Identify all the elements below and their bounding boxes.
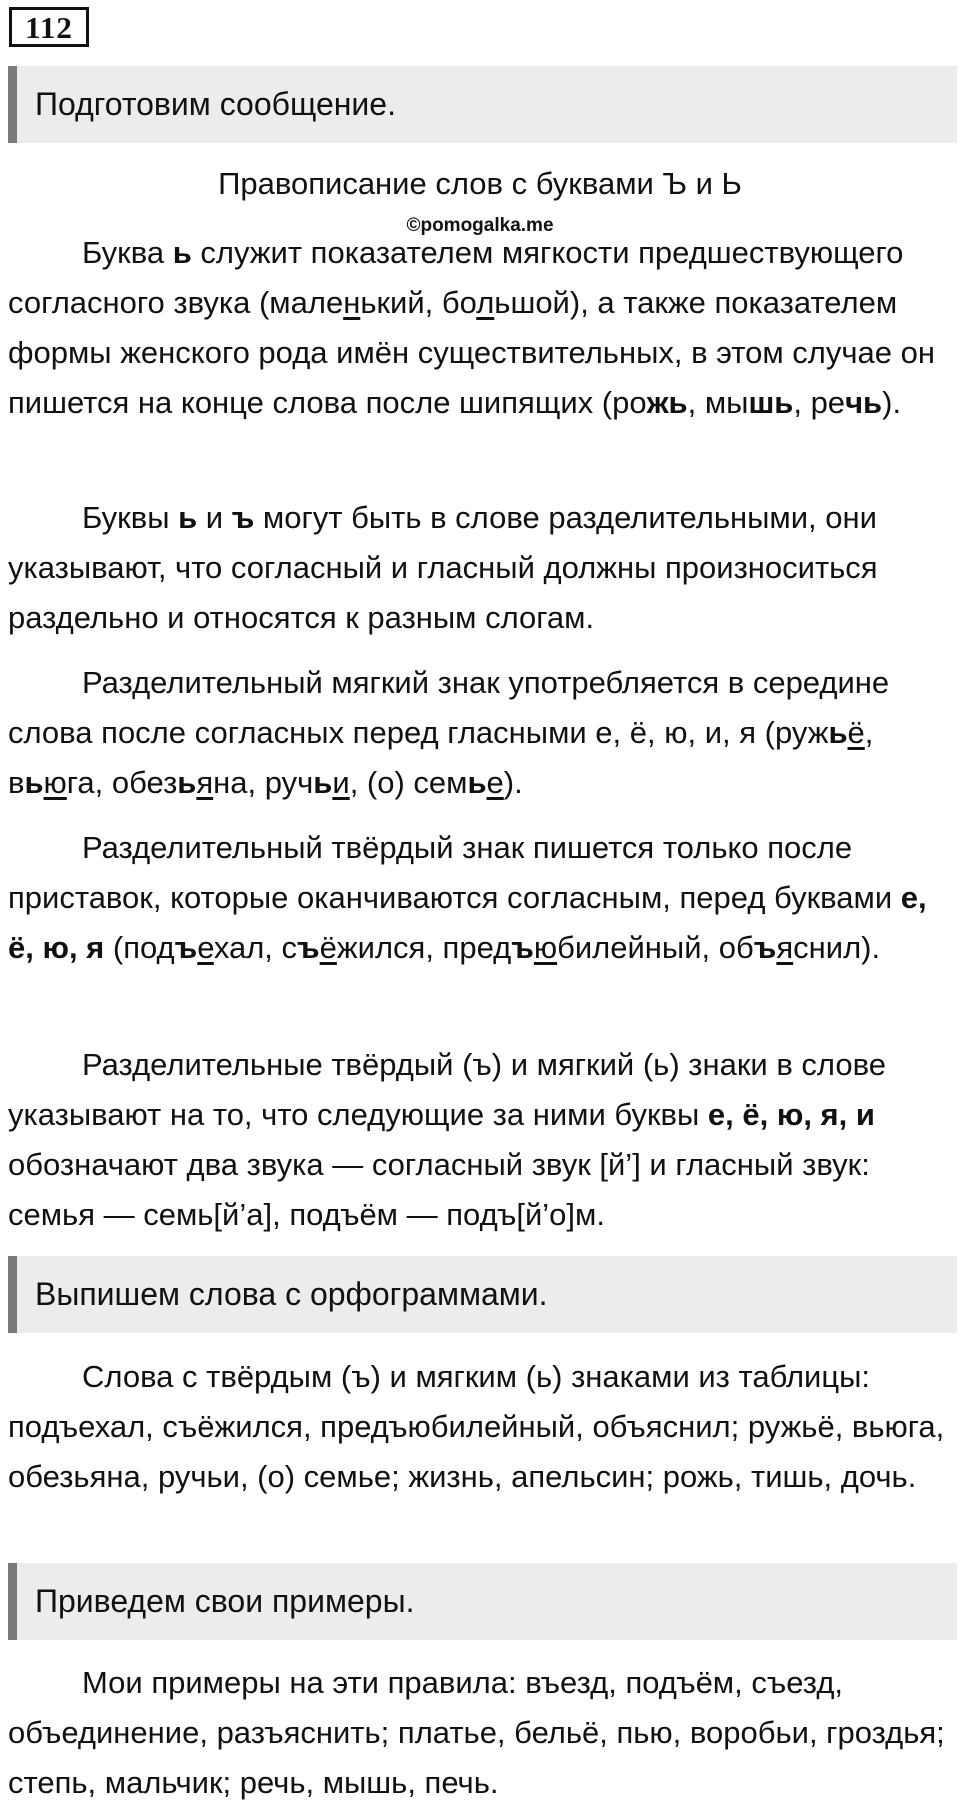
watermark: ©pomogalka.me	[406, 215, 554, 236]
paragraph-separating-signs: Буквы ь и ъ могут быть в слове разделительными, они указывают, что согласный и гласный должны произноситься раздельно и относятся к разным слогам.	[8, 500, 878, 635]
section-heading-prepare-message: Подготовим сообщение.	[8, 66, 957, 143]
paragraph-words-from-table: Слова с твёрдым (ъ) и мягким (ь) знаками из таблицы: подъехал, съёжился, предъюбилейный, объяснил; ружьё, вьюга, обезьяна, ручьи, (о) семье; жизнь, апельсин; рожь, тишь, дочь.	[8, 1359, 945, 1494]
paragraph-two-sounds: Разделительные твёрдый (ъ) и мягкий (ь) знаки в слове указывают на то, что следующие за ними буквы е, ё, ю, я, и обозначают два звука — согласный звук [й’] и гласный звук: семья — семь[й’а], подъём — подъ[й’о]м.	[8, 1047, 886, 1232]
task-number-box: 112	[9, 7, 89, 47]
section-heading-own-examples: Приведем свои примеры.	[8, 1563, 957, 1640]
article-title: Правописание слов с буквами Ъ и Ь	[218, 166, 742, 201]
paragraph-soft-sign: Буква ь служит показателем мягкости предшествующего согласного звука (маленький, большой), а также показателем формы женского рода имён существительных, в этом случае он пишется на конце слова после шипящих (рожь, мышь, речь).	[8, 235, 936, 420]
paragraph-separating-soft-sign: Разделительный мягкий знак употребляется в середине слова после согласных перед гласными е, ё, ю, и, я (ружьё, вьюга, обезьяна, ручьи, (о) семье).	[8, 665, 890, 800]
paragraph-own-examples: Мои примеры на эти правила: въезд, подъём, съезд, объединение, разъяснить; платье, бельё, пью, воробьи, гроздья; степь, мальчик; речь, мышь, печь.	[8, 1665, 945, 1800]
section-heading-write-out-words: Выпишем слова с орфограммами.	[8, 1256, 957, 1333]
paragraph-separating-hard-sign: Разделительный твёрдый знак пишется только после приставок, которые оканчиваются согласным, перед буквами е, ё, ю, я (подъехал, съёжился, предъюбилейный, объяснил).	[8, 830, 927, 965]
